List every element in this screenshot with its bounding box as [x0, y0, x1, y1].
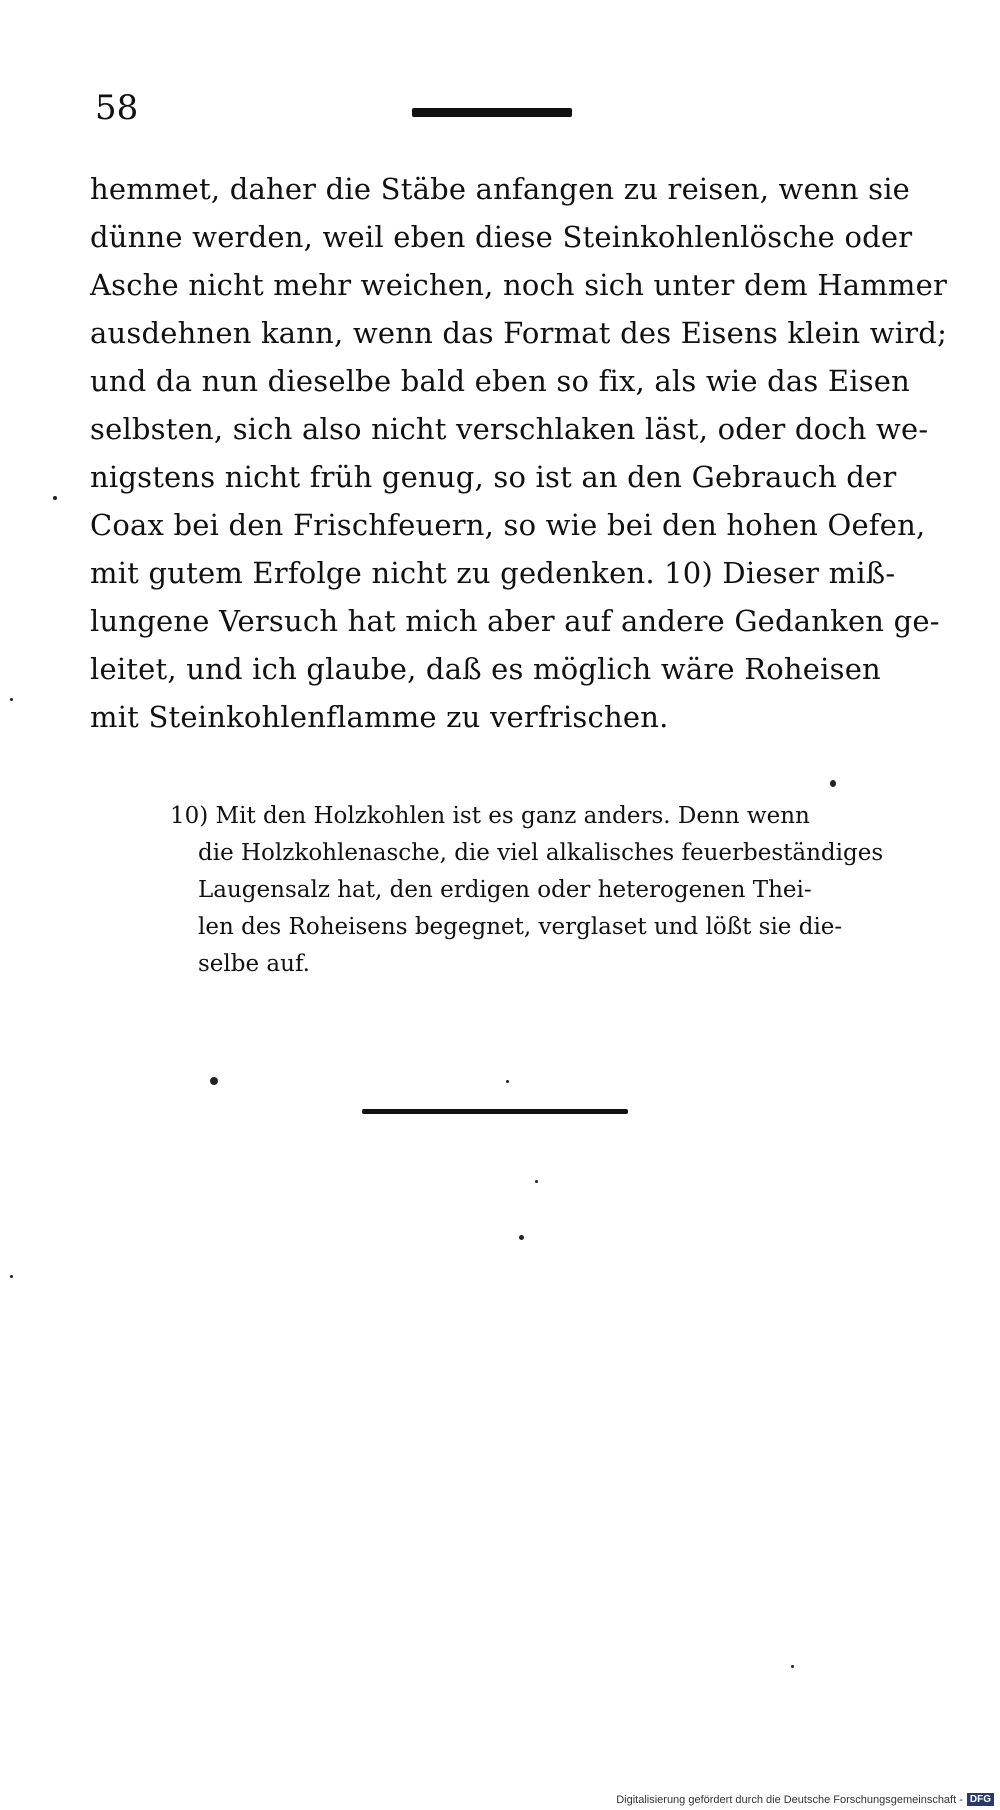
body-line: mit Steinkohlenflamme zu verfrischen. — [90, 700, 669, 734]
footnote-line: len des Roheisens begegnet, verglaset und lößt sie die- — [198, 914, 843, 940]
body-line: selbsten, sich also nicht verschlaken läst, oder doch we- — [90, 412, 929, 446]
footnote — [170, 798, 884, 983]
footnote-line: 10) Mit den Holzkohlen ist es ganz anders. Denn wenn — [170, 803, 810, 829]
scan-speck — [830, 780, 836, 787]
scan-speck — [10, 1275, 13, 1278]
footnote-line: selbe auf. — [198, 951, 310, 977]
body-line: und da nun dieselbe bald eben so fix, als wie das Eisen — [90, 364, 911, 398]
body-line: Asche nicht mehr weichen, noch sich unter dem Hammer — [90, 268, 948, 302]
body-line: dünne werden, weil eben diese Steinkohlenlösche oder — [90, 220, 913, 254]
credit-text: Digitalisierung gefördert durch die Deutsche Forschungsgemeinschaft - — [616, 1793, 963, 1806]
body-line: lungene Versuch hat mich aber auf andere Gedanken ge- — [90, 604, 940, 638]
body-line: Coax bei den Frischfeuern, so wie bei den hohen Oefen, — [90, 508, 926, 542]
page-number: 58 — [95, 88, 139, 128]
scan-speck — [535, 1180, 538, 1183]
header-rule — [412, 108, 572, 117]
dfg-logo: DFG — [967, 1793, 994, 1806]
scan-speck — [519, 1235, 524, 1240]
scan-speck — [210, 1077, 218, 1085]
body-line: hemmet, daher die Stäbe anfangen zu reisen, wenn sie — [90, 172, 911, 206]
body-text — [90, 165, 948, 741]
scan-speck — [53, 496, 57, 500]
body-line: ausdehnen kann, wenn das Format des Eisens klein wird; — [90, 316, 948, 350]
footnote-line: die Holzkohlenasche, die viel alkalisches feuerbeständiges — [198, 840, 884, 866]
scan-speck — [506, 1080, 509, 1083]
footnote-line: Laugensalz hat, den erdigen oder heterogenen Thei- — [198, 877, 812, 903]
digitization-credit — [616, 1793, 994, 1806]
end-rule — [362, 1109, 628, 1114]
scan-speck — [10, 698, 13, 701]
body-line: nigstens nicht früh genug, so ist an den Gebrauch der — [90, 460, 897, 494]
scan-speck — [791, 1665, 794, 1668]
body-line: leitet, und ich glaube, daß es möglich wäre Roheisen — [90, 652, 881, 686]
body-line: mit gutem Erfolge nicht zu gedenken. 10) Dieser miß- — [90, 556, 896, 590]
